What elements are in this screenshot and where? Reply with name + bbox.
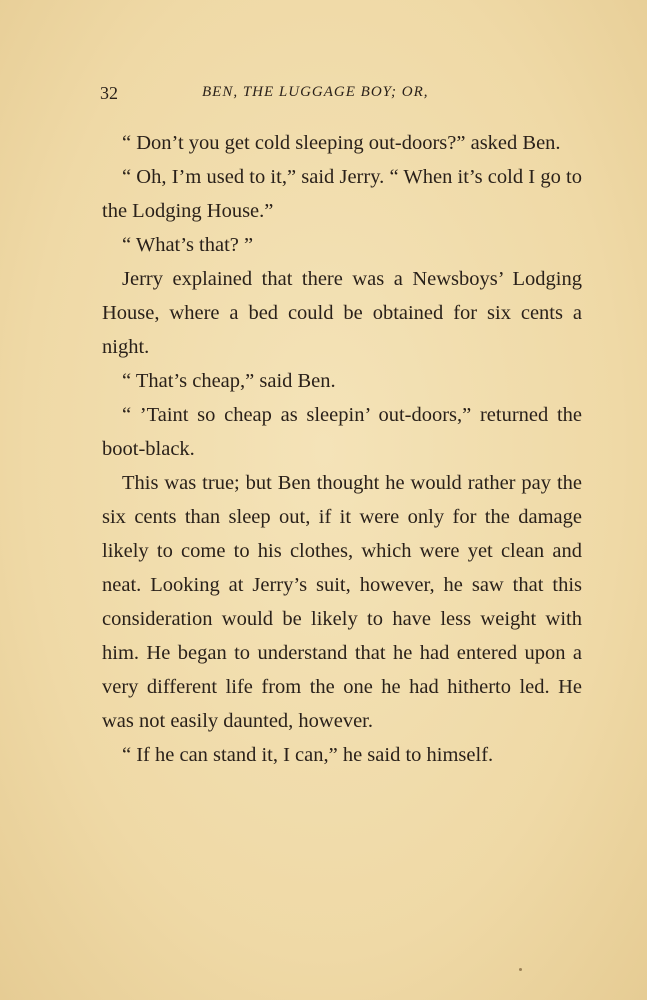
paragraph: “ Don’t you get cold sleeping out-doors?” asked Ben.	[122, 132, 561, 154]
paragraph: “ What’s that? ”	[122, 234, 254, 256]
running-head: BEN, THE LUGGAGE BOY; OR,	[202, 84, 429, 100]
page-number: 32	[100, 83, 118, 103]
paragraph: Jerry explained that there was a Newsboys’ Lodging House, where a bed could be obtained for six cents a night.	[102, 268, 582, 358]
paper-speck	[519, 968, 522, 971]
body-text	[102, 126, 582, 772]
page-header	[100, 83, 482, 107]
paragraph: “ ’Taint so cheap as sleepin’ out-doors,” returned the boot-black.	[102, 404, 582, 460]
paragraph: “ Oh, I’m used to it,” said Jerry. “ When it’s cold I go to the Lodging House.”	[102, 166, 582, 222]
paragraph: “ If he can stand it, I can,” he said to himself.	[122, 744, 494, 766]
paragraph: This was true; but Ben thought he would rather pay the six cents than sleep out, if it were only for the damage likely to come to his clothes, which were yet clean and neat. Looking at Jerry’s suit, however, he saw that this consideration would be likely to have less weight with him. He began to understand that he had entered upon a very different life from the one he had hitherto led. He was not easily daunted, however.	[102, 472, 582, 732]
paragraph: “ That’s cheap,” said Ben.	[122, 370, 336, 392]
